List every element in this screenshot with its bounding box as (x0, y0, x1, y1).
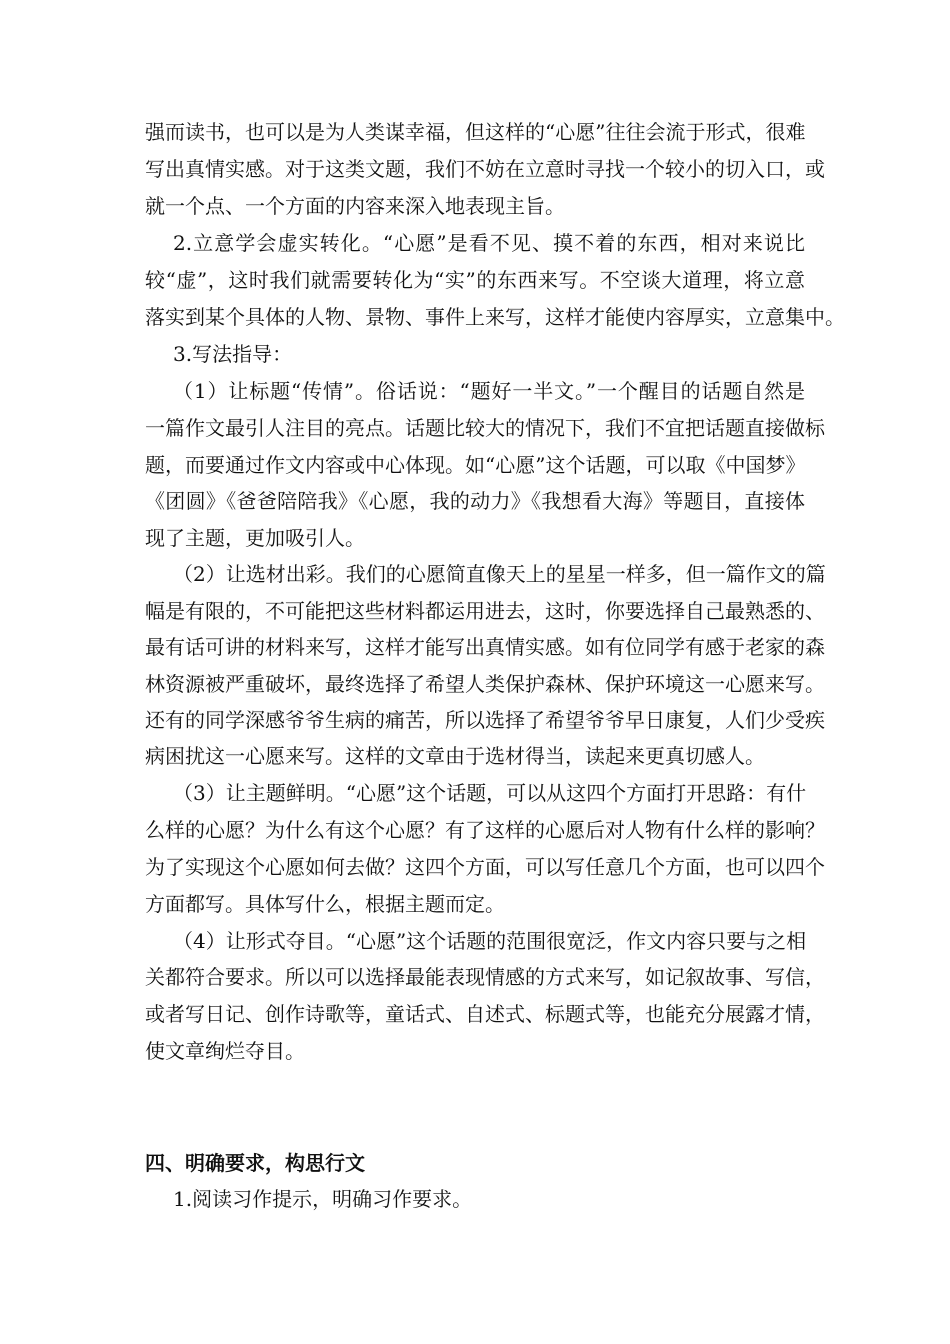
paragraph-line: 写出真情实感。对于这类文题，我们不妨在立意时寻找一个较小的切入口，或 (145, 157, 825, 181)
paragraph-line: 幅是有限的，不可能把这些材料都运用进去，这时，你要选择自己最熟悉的、 (145, 599, 825, 623)
paragraph-line: 现了主题，更加吸引人。 (145, 526, 365, 550)
section-heading: 四、明确要求，构思行文 (145, 1151, 365, 1175)
paragraph-line: 么样的心愿？为什么有这个心愿？有了这样的心愿后对人物有什么样的影响？ (145, 818, 825, 842)
paragraph-line: 落实到某个具体的人物、景物、事件上来写，这样才能使内容厚实，立意集中。 (145, 305, 845, 329)
paragraph-line: 2.立意学会虚实转化。“心愿”是看不见、摸不着的东西，相对来说比 (173, 231, 805, 255)
paragraph-line: 林资源被严重破坏，最终选择了希望人类保护森林、保护环境这一心愿来写。 (145, 672, 825, 696)
paragraph-line: 较“虚”，这时我们就需要转化为“实”的东西来写。不空谈大道理，将立意 (145, 268, 805, 292)
paragraph-line: 使文章绚烂夺目。 (145, 1039, 305, 1063)
paragraph-line: 关都符合要求。所以可以选择最能表现情感的方式来写，如记叙故事、写信， (145, 965, 825, 989)
paragraph-line: 为了实现这个心愿如何去做？这四个方面，可以写任意几个方面，也可以四个 (145, 855, 825, 879)
paragraph-line: 或者写日记、创作诗歌等，童话式、自述式、标题式等，也能充分展露才情， (145, 1002, 825, 1026)
paragraph-line: 病困扰这一心愿来写。这样的文章由于选材得当，读起来更真切感人。 (145, 744, 765, 768)
paragraph-line: （1）让标题“传情”。俗话说：“题好一半文。”一个醒目的话题自然是 (173, 379, 805, 403)
paragraph-line: 3.写法指导： (173, 342, 293, 366)
paragraph-line: （4）让形式夺目。“心愿”这个话题的范围很宽泛，作文内容只要与之相 (173, 929, 807, 953)
paragraph-line: （3）让主题鲜明。“心愿”这个话题，可以从这四个方面打开思路：有什 (173, 781, 807, 805)
paragraph-line: 1.阅读习作提示，明确习作要求。 (173, 1187, 473, 1211)
paragraph-line: 还有的同学深感爷爷生病的痛苦，所以选择了希望爷爷早日康复，人们少受疾 (145, 708, 825, 732)
paragraph-line: 强而读书，也可以是为人类谋幸福，但这样的“心愿”往往会流于形式，很难 (145, 120, 806, 144)
paragraph-line: 《团圆》《爸爸陪陪我》《心愿，我的动力》《我想看大海》等题目，直接体 (145, 489, 805, 513)
paragraph-line: （2）让选材出彩。我们的心愿简直像天上的星星一样多，但一篇作文的篇 (173, 562, 826, 586)
paragraph-line: 就一个点、一个方面的内容来深入地表现主旨。 (145, 194, 565, 218)
paragraph-line: 一篇作文最引人注目的亮点。话题比较大的情况下，我们不宜把话题直接做标 (145, 416, 825, 440)
paragraph-line: 方面都写。具体写什么，根据主题而定。 (145, 892, 505, 916)
paragraph-line: 最有话可讲的材料来写，这样才能写出真情实感。如有位同学有感于老家的森 (145, 635, 825, 659)
paragraph-line: 题，而要通过作文内容或中心体现。如“心愿”这个话题，可以取《中国梦》 (145, 453, 806, 477)
